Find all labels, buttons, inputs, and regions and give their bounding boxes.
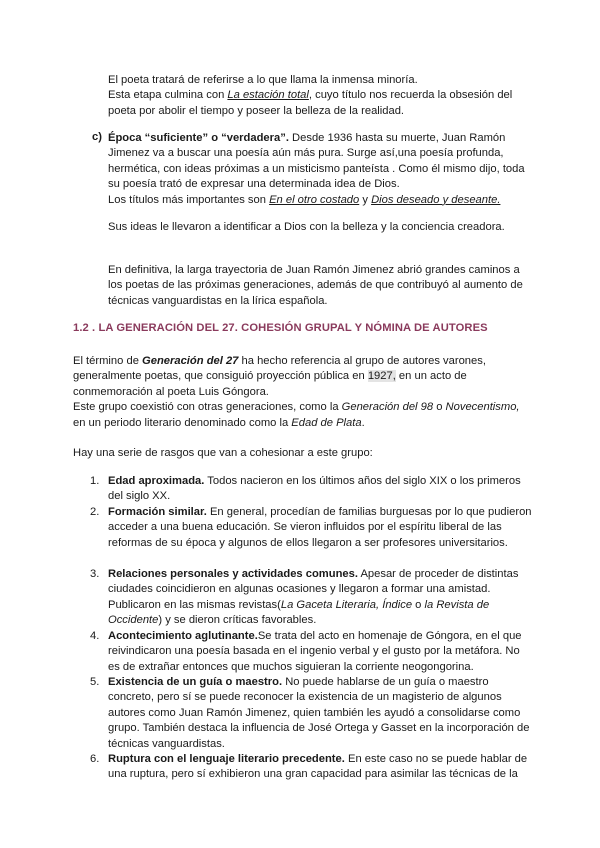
la-estacion-total-title: La estación total bbox=[227, 89, 309, 102]
gen27-text-d: Este grupo coexistió con otras generaciones, como la bbox=[73, 401, 342, 414]
list-item-text: No puede hablarse de un guía o maestro concreto, pero sí se puede reconocer la existencia de un magisterio de algunos autores como Juan Ramón Jimenez, quien también les ayudó a consolidarse como grupo. También destaca la influencia de José Ortega y Gasset en la incorporación de técnicas vanguardistas. bbox=[108, 676, 530, 750]
list-number: 6. bbox=[90, 753, 100, 765]
list-item-title: Acontecimiento aglutinante. bbox=[108, 630, 258, 642]
list-item bbox=[108, 474, 533, 505]
titles-y: y bbox=[359, 193, 372, 206]
list-item-text: En general, procedían de familias burguesas por lo que pudieron acceder a una buena educación. Se vieron influidos por el espíritu liberal de las reformas de su época y algunos de ellos llegaron a ser profesores universitarios. bbox=[108, 506, 532, 549]
en-el-otro-costado-title: En el otro costado bbox=[269, 193, 360, 206]
section-heading: 1.2 . LA GENERACIÓN DEL 27. COHESIÓN GRUPAL Y NÓMINA DE AUTORES bbox=[73, 322, 488, 334]
gen27-text-b: ha hecho referencia al grupo de autores varones, generalmente poetas, que consiguió proyección pública en bbox=[73, 355, 486, 383]
list-item-title: Existencia de un guía o maestro. bbox=[108, 676, 283, 688]
list-item-title: Formación similar. bbox=[108, 506, 207, 518]
list-item bbox=[108, 675, 533, 752]
gen27-paragraph bbox=[73, 354, 533, 431]
section-c-text: Desde 1936 hasta su muerte, Juan Ramón Jimenez va a buscar una poesía aún más pura. Surge así,una poesía profunda, hermética, con ideas próximas a un misticismo panteísta . Como él mismo dijo, toda su poesía trató de expresar una determinada idea de Dios. bbox=[108, 132, 525, 191]
year-1927-highlight: 1927, bbox=[367, 370, 396, 383]
list-item bbox=[108, 567, 533, 629]
intro-text-end: , cuyo título nos recuerda la obsesión del poeta por abolir el tiempo y poseer la belleza de la realidad. bbox=[108, 89, 513, 117]
list-item-text: Apesar de proceder de distintas ciudades coincidieron en algunas ocasiones y llegaron a formar una amistad. Publicaron en las mismas revistas( bbox=[108, 568, 519, 611]
gen27-text-e: o bbox=[433, 401, 446, 414]
list-item bbox=[108, 629, 533, 675]
list-item-title: Relaciones personales y actividades comunes. bbox=[108, 568, 358, 580]
list-item bbox=[108, 505, 533, 551]
conclusion-paragraph: En definitiva, la larga trayectoria de Juan Ramón Jimenez abrió grandes caminos a los poetas de las próximas generaciones, además de que contribuyó al aumento de técnicas vanguardistas en la lírica española. bbox=[108, 264, 523, 307]
list-item-text: En este caso no se puede hablar de una ruptura, pero sí exhibieron una gran capacidad para asimilar las técnicas de la bbox=[108, 753, 528, 781]
list-item-text: Todos nacieron en los últimos años del siglo XIX o los primeros del siglo XX. bbox=[108, 475, 521, 503]
list-number: 3. bbox=[90, 568, 100, 580]
list-number: 2. bbox=[90, 506, 100, 518]
intro-text: Esta etapa culmina con bbox=[108, 89, 228, 102]
titles-intro: Los títulos más importantes son bbox=[108, 193, 270, 206]
dios-deseado-title: Dios deseado y deseante. bbox=[371, 193, 501, 206]
ideas-paragraph: Sus ideas le llevaron a identificar a Dios con la belleza y la conciencia creadora. bbox=[108, 221, 505, 233]
novecentismo-term: Novecentismo, bbox=[445, 401, 520, 414]
list-item-text: Se trata del acto en homenaje de Góngora, en el que reivindicaron una poesía basada en el ingenio verbal y el gusto por la metáfora. No es de extrañar entonces que muchos siguieran la corriente neogongorina. bbox=[108, 630, 522, 673]
list-item-title: Ruptura con el lenguaje literario precedente. bbox=[108, 753, 345, 765]
gen27-text-a: El término de bbox=[73, 355, 143, 367]
intro-line: El poeta tratará de referirse a lo que llama la inmensa minoría. bbox=[108, 74, 418, 86]
rasgos-intro: Hay una serie de rasgos que van a cohesionar a este grupo: bbox=[73, 447, 373, 459]
section-c-marker: c) bbox=[92, 131, 102, 143]
list-item-title: Edad aproximada. bbox=[108, 475, 205, 487]
intro-paragraph bbox=[108, 73, 533, 119]
section-c-title: Época “suficiente” o “verdadera”. bbox=[108, 132, 289, 144]
list-item-text: ) y se dieron críticas favorables. bbox=[158, 614, 317, 627]
generacion-27-term: Generación del 27 bbox=[142, 355, 239, 367]
generacion-98-term: Generación del 98 bbox=[341, 401, 434, 414]
list-item-text: o bbox=[412, 598, 425, 611]
list-number: 1. bbox=[90, 475, 100, 487]
list-number: 4. bbox=[90, 630, 100, 642]
gen27-text-c: en un acto de conmemoración al poeta Luis Góngora. bbox=[73, 370, 467, 398]
section-c-paragraph bbox=[108, 131, 533, 208]
gen27-text-f: en un periodo literario denominado como la bbox=[73, 416, 292, 429]
magazine-names: La Gaceta Literaria, Índice bbox=[280, 598, 413, 611]
list-item bbox=[108, 752, 533, 783]
list-number: 5. bbox=[90, 676, 100, 688]
edad-de-plata-term: Edad de Plata bbox=[291, 416, 362, 429]
magazine-name: la Revista de Occidente bbox=[108, 598, 490, 627]
gen27-text-g: . bbox=[361, 416, 365, 429]
